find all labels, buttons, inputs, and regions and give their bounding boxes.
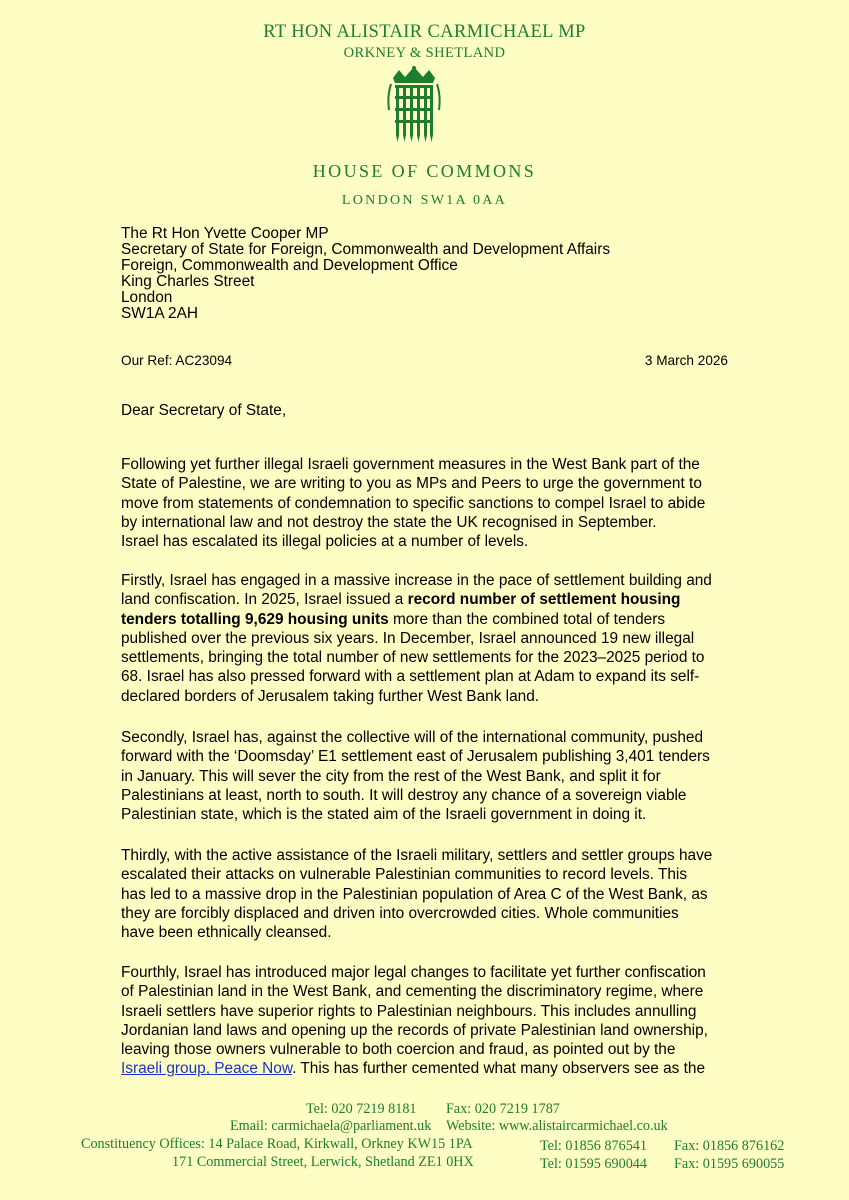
text-line: Thirdly, with the active assistance of the Israeli military, settlers and settler groups have xyxy=(121,847,713,864)
kirkwall-office-address: Constituency Offices: 14 Palace Road, Kirkwall, Orkney KW15 1PA xyxy=(81,1136,473,1152)
westminster-fax: Fax: 020 7219 1787 xyxy=(446,1101,560,1117)
text-line: forward with the ‘Doomsday’ E1 settlement east of Jerusalem publishing 3,401 tenders xyxy=(121,748,710,766)
text-line: Fourthly, Israel has introduced major legal changes to facilitate yet further confiscation xyxy=(121,964,706,981)
text-line: published over the previous six years. In December, Israel announced 19 new illegal xyxy=(121,629,695,647)
peace-now-link[interactable]: Israeli group, Peace Now xyxy=(121,1060,293,1078)
paragraph-1 xyxy=(121,455,741,551)
text-line: by international law and not destroy the state the UK recognised in September. xyxy=(121,513,657,531)
letter-date: 3 March 2026 xyxy=(644,353,728,368)
text-line xyxy=(121,610,741,629)
text-line: declared borders of Jerusalem taking further West Bank land. xyxy=(121,687,540,705)
text-segment: land confiscation. In 2025, Israel issued a xyxy=(121,591,408,609)
email-address: Email: carmichaela@parliament.uk xyxy=(230,1118,432,1134)
text-line: have been ethnically cleansed. xyxy=(121,924,332,942)
lerwick-office-address: 171 Commercial Street, Lerwick, Shetland ZE1 0HX xyxy=(172,1154,474,1170)
text-line: Following yet further illegal Israeli government measures in the West Bank part of the xyxy=(121,456,700,473)
text-segment: more than the combined total of tenders xyxy=(388,610,666,628)
lerwick-office-fax: Fax: 01595 690055 xyxy=(674,1156,785,1172)
text-line: Secondly, Israel has, against the collective will of the international community, pushed xyxy=(121,729,704,746)
recipient-line: Foreign, Commonwealth and Development Office xyxy=(121,257,458,274)
text-line: 68. Israel has also pressed forward with a settlement plan at Adam to expand its self- xyxy=(121,668,700,686)
text-line xyxy=(121,590,741,609)
kirkwall-office-fax: Fax: 01856 876162 xyxy=(674,1138,785,1154)
paragraph-4 xyxy=(121,846,741,942)
text-line: settlements, bringing the total number of new settlements for the 2023–2025 period to xyxy=(121,649,705,667)
text-line: they are forcibly displaced and driven into overcrowded cities. Whole communities xyxy=(121,904,679,922)
house-of-commons-title: HOUSE OF COMMONS xyxy=(312,161,537,181)
westminster-tel: Tel: 020 7219 8181 xyxy=(306,1101,417,1117)
reference: Our Ref: AC23094 xyxy=(121,353,233,368)
recipient-line: The Rt Hon Yvette Cooper MP xyxy=(121,225,329,242)
recipient-line: King Charles Street xyxy=(121,273,255,290)
kirkwall-office-tel: Tel: 01856 876541 xyxy=(540,1138,647,1154)
text-line: Palestinians at least, north to south. It will destroy any chance of a sovereign viable xyxy=(121,786,687,804)
text-line xyxy=(121,1059,741,1078)
paragraph-5 xyxy=(121,963,741,1079)
text-line: Israel has escalated its illegal policies at a number of levels. xyxy=(121,533,529,551)
salutation: Dear Secretary of State, xyxy=(121,402,287,419)
text-line: Firstly, Israel has engaged in a massive increase in the pace of settlement building and xyxy=(121,572,712,589)
constituency: ORKNEY & SHETLAND xyxy=(343,45,506,61)
text-line: Jordanian land laws and opening up the records of private Palestinian land ownership, xyxy=(121,1021,708,1039)
recipient-line: SW1A 2AH xyxy=(121,305,198,322)
mp-name: RT HON ALISTAIR CARMICHAEL MP xyxy=(263,22,586,42)
text-line: State of Palestine, we are writing to you as MPs and Peers to urge the government to xyxy=(121,475,702,493)
text-line: of Palestinian land in the West Bank, and cementing the discriminatory regime, where xyxy=(121,983,704,1001)
house-address: LONDON SW1A 0AA xyxy=(341,193,508,208)
text-line: escalated their attacks on vulnerable Palestinian communities to record levels. This xyxy=(121,866,688,884)
portcullis-icon xyxy=(383,66,445,144)
text-line: in January. This will sever the city from the rest of the West Bank, and split it for xyxy=(121,767,661,785)
website-address: Website: www.alistaircarmichael.co.uk xyxy=(446,1118,668,1134)
text-line: leaving those owners vulnerable to both coercion and fraud, as pointed out by the xyxy=(121,1041,676,1059)
text-line: move from statements of condemnation to specific sanctions to compel Israel to abide xyxy=(121,494,706,512)
lerwick-office-tel: Tel: 01595 690044 xyxy=(540,1156,647,1172)
bold-emphasis: tenders totalling 9,629 housing units xyxy=(121,610,389,628)
text-segment: . This has further cemented what many observers see as the xyxy=(292,1060,706,1078)
paragraph-2 xyxy=(121,571,741,706)
recipient-line: Secretary of State for Foreign, Commonwealth and Development Affairs xyxy=(121,241,611,258)
text-line: Israeli settlers have superior rights to Palestinian neighbours. This includes annulling xyxy=(121,1002,697,1020)
bold-emphasis: record number of settlement housing xyxy=(407,591,681,609)
text-line: has led to a massive drop in the Palestinian population of Area C of the West Bank, as xyxy=(121,885,708,903)
text-line: Palestinian state, which is the stated aim of the Israeli government in doing it. xyxy=(121,806,647,824)
paragraph-3 xyxy=(121,728,741,824)
recipient-line: London xyxy=(121,289,173,306)
